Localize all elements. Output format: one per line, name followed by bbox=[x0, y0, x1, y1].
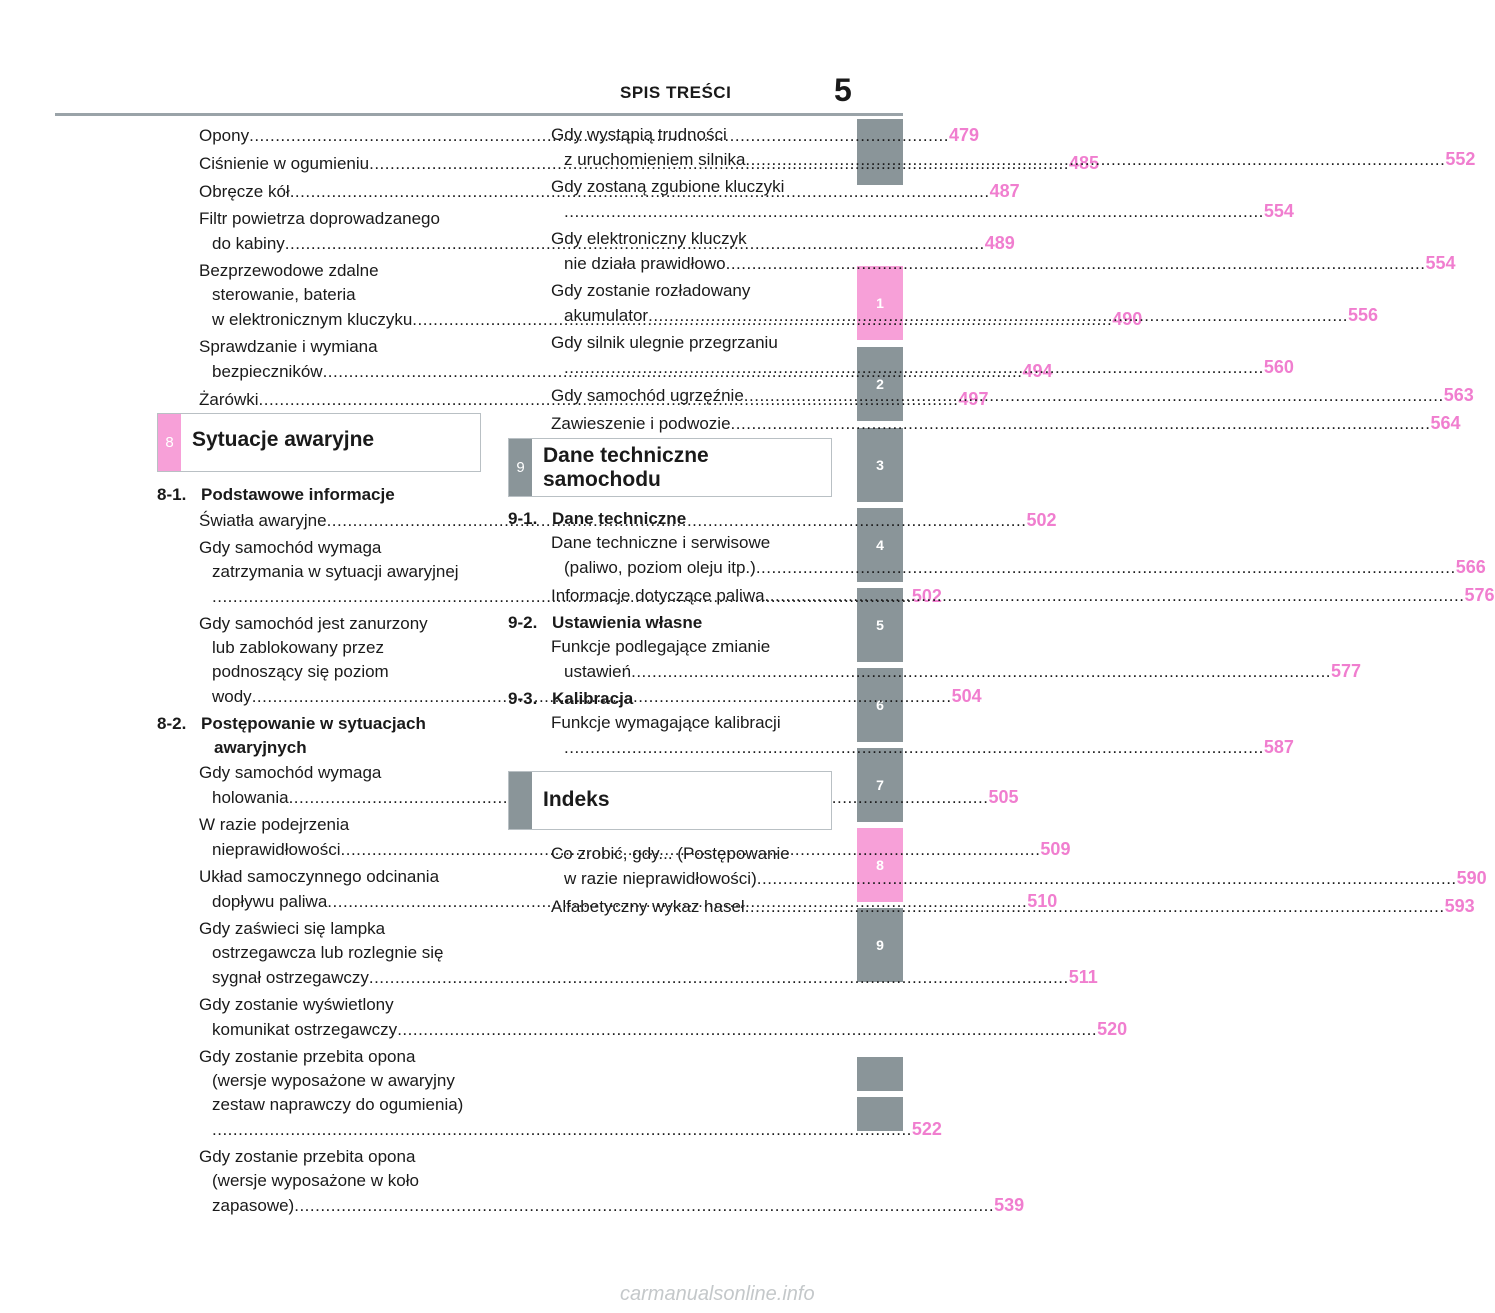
toc-entry-text: Dane techniczne i serwisowe bbox=[551, 533, 771, 552]
chapter-tab[interactable]: 3 bbox=[857, 428, 903, 502]
page-link[interactable]: 563 bbox=[1443, 385, 1474, 405]
chapter-tab[interactable]: 9 bbox=[857, 908, 903, 982]
page-link[interactable]: 504 bbox=[951, 686, 982, 706]
toc-entry-text: Gdy zostanie rozładowany bbox=[551, 281, 751, 300]
toc-entry-text: komunikat ostrzegawczy bbox=[212, 1020, 398, 1039]
page-link[interactable]: 502 bbox=[1026, 510, 1057, 530]
page-link[interactable]: 489 bbox=[984, 233, 1015, 253]
page-link[interactable]: 560 bbox=[1263, 357, 1294, 377]
toc-entry-text: nieprawidłowości bbox=[212, 840, 341, 859]
page-link[interactable]: 554 bbox=[1425, 253, 1456, 273]
toc-entry-text: do kabiny bbox=[212, 234, 285, 253]
toc-entry-text: Gdy elektroniczny kluczyk bbox=[551, 229, 747, 248]
toc-entry-text: Informacje dotyczące paliwa bbox=[551, 586, 765, 605]
dot-leader bbox=[648, 306, 1348, 325]
dot-leader bbox=[294, 1196, 994, 1215]
toc-entry-text: w elektronicznym kluczyku bbox=[212, 310, 413, 329]
page-link[interactable]: 487 bbox=[989, 181, 1020, 201]
dot-leader bbox=[397, 1020, 1097, 1039]
header-rule bbox=[55, 113, 903, 116]
toc-entry-text: Gdy zostaną zgubione kluczyki bbox=[551, 177, 785, 196]
toc-entry-text: zestaw naprawczy do ogumienia) bbox=[212, 1095, 464, 1114]
chapter-tab[interactable]: 1 bbox=[857, 266, 903, 340]
toc-entry-text: Układ samoczynnego odcinania bbox=[199, 867, 440, 886]
dot-leader bbox=[564, 202, 1264, 221]
toc-entry-text: akumulator bbox=[564, 306, 649, 325]
page-link[interactable]: 587 bbox=[1263, 737, 1294, 757]
dot-leader bbox=[726, 254, 1426, 273]
chapter-tab[interactable]: 8 bbox=[857, 828, 903, 902]
page-link[interactable]: 554 bbox=[1263, 201, 1294, 221]
toc-entry-text: Żarówki bbox=[199, 390, 259, 409]
page-link[interactable]: 593 bbox=[1444, 896, 1475, 916]
page-link[interactable]: 539 bbox=[994, 1195, 1025, 1215]
chapter-tab[interactable]: 5 bbox=[857, 588, 903, 662]
page-link[interactable]: 485 bbox=[1069, 153, 1100, 173]
toc-entry-text: Zawieszenie i podwozie bbox=[551, 414, 731, 433]
toc-entry-text: lub zablokowany przez bbox=[212, 638, 384, 657]
toc-entry-text: Co zrobić, gdy... (Postępowanie bbox=[551, 844, 790, 863]
toc-entry-text: sygnał ostrzegawczy bbox=[212, 968, 369, 987]
toc-entry-text: (paliwo, poziom oleju itp.) bbox=[564, 558, 756, 577]
dot-leader bbox=[369, 968, 1069, 987]
section-number: 8-1. bbox=[157, 485, 187, 504]
chapter-number: 8 bbox=[158, 414, 181, 471]
watermark: carmanualsonline.info bbox=[620, 1283, 815, 1305]
section-9-3 bbox=[508, 687, 830, 711]
page-number: 5 bbox=[834, 72, 852, 108]
dot-leader bbox=[731, 414, 1431, 433]
section-8-1 bbox=[157, 483, 477, 507]
page-link[interactable]: 494 bbox=[1022, 361, 1053, 381]
page-link[interactable]: 556 bbox=[1348, 305, 1379, 325]
dot-leader bbox=[745, 897, 1445, 916]
toc-entry[interactable] bbox=[551, 711, 1294, 760]
toc-entry[interactable] bbox=[199, 917, 1098, 990]
page-link[interactable]: 490 bbox=[1112, 309, 1143, 329]
chapter-tab[interactable]: 2 bbox=[857, 347, 903, 421]
toc-entry-text: Gdy samochód wymaga bbox=[199, 763, 382, 782]
chapter-title: Sytuacje awaryjne bbox=[192, 428, 375, 451]
toc-entry-text: Alfabetyczny wykaz haseł bbox=[551, 897, 745, 916]
page-link[interactable]: 576 bbox=[1464, 585, 1495, 605]
page-link[interactable]: 520 bbox=[1097, 1019, 1128, 1039]
toc-entry[interactable] bbox=[199, 1145, 1025, 1218]
toc-entry[interactable] bbox=[199, 1045, 942, 1142]
toc-entry[interactable] bbox=[551, 531, 1486, 580]
toc-entry-text: Opony bbox=[199, 126, 250, 145]
chapter-tab[interactable]: 6 bbox=[857, 668, 903, 742]
page-link[interactable]: 577 bbox=[1331, 661, 1362, 681]
page-link[interactable]: 552 bbox=[1445, 149, 1476, 169]
dot-leader bbox=[631, 662, 1331, 681]
toc-entry-text: Funkcje podlegające zmianie bbox=[551, 637, 771, 656]
toc-entry-text: Filtr powietrza doprowadzanego bbox=[199, 209, 440, 228]
toc-entry-text: zapasowe) bbox=[212, 1196, 295, 1215]
section-8-2 bbox=[157, 712, 477, 760]
toc-entry-text: Gdy samochód jest zanurzony bbox=[199, 614, 428, 633]
chapter-9-heading[interactable] bbox=[508, 438, 832, 497]
toc-entry-text: zatrzymania w sytuacji awaryjnej bbox=[212, 562, 459, 581]
toc-entry-text: (wersje wyposażone w awaryjny bbox=[212, 1071, 455, 1090]
chapter-tab[interactable]: 7 bbox=[857, 748, 903, 822]
toc-entry-text: Gdy zostanie przebita opona bbox=[199, 1147, 416, 1166]
section-number: 9-1. bbox=[508, 509, 538, 528]
toc-entry-text: z uruchomieniem silnika bbox=[564, 150, 746, 169]
dot-leader bbox=[745, 150, 1445, 169]
dot-leader bbox=[756, 558, 1456, 577]
toc-entry-text: nie działa prawidłowo bbox=[564, 254, 726, 273]
toc-entry-text: podnoszący się poziom bbox=[212, 662, 389, 681]
dot-leader bbox=[744, 386, 1444, 405]
toc-entry-text: ustawień bbox=[564, 662, 632, 681]
page-link[interactable]: 511 bbox=[1068, 967, 1098, 987]
toc-entry-text: Gdy samochód ugrzęźnie bbox=[551, 386, 744, 405]
toc-entry[interactable] bbox=[551, 635, 1362, 684]
page-link[interactable]: 564 bbox=[1430, 413, 1461, 433]
index-title: Indeks bbox=[543, 788, 610, 811]
section-number: 8-2. bbox=[157, 714, 187, 733]
index-heading[interactable] bbox=[508, 771, 832, 830]
chapter-tab[interactable] bbox=[857, 1057, 903, 1091]
section-title: Podstawowe informacje bbox=[201, 485, 395, 504]
dot-leader bbox=[765, 586, 1465, 605]
dot-leader bbox=[212, 1120, 912, 1139]
toc-entry-text: w razie nieprawidłowości) bbox=[564, 869, 757, 888]
chapter-8-heading[interactable] bbox=[157, 413, 481, 472]
page-link[interactable]: 509 bbox=[1040, 839, 1071, 859]
section-title: Postępowanie w sytuacjach bbox=[201, 714, 426, 733]
page-link[interactable]: 502 bbox=[911, 586, 942, 606]
toc-entry-text: Światła awaryjne bbox=[199, 511, 327, 530]
dot-leader bbox=[564, 358, 1264, 377]
toc-entry-text: holowania bbox=[212, 788, 289, 807]
section-title-cont: awaryjnych bbox=[214, 738, 307, 757]
toc-entry-text: Gdy zostanie wyświetlony bbox=[199, 995, 394, 1014]
chapter-tab[interactable]: 4 bbox=[857, 508, 903, 582]
toc-entry-text: Gdy samochód wymaga bbox=[199, 538, 382, 557]
toc-entry-text: ostrzegawcza lub rozlegnie się bbox=[212, 943, 444, 962]
chapter-title: Dane techniczne bbox=[543, 444, 709, 467]
page-link[interactable]: 479 bbox=[949, 125, 980, 145]
dot-leader bbox=[564, 738, 1264, 757]
page-link[interactable]: 505 bbox=[988, 787, 1019, 807]
toc-entry-text: bezpieczników bbox=[212, 362, 323, 381]
section-title: Ustawienia własne bbox=[552, 613, 703, 632]
index-bar bbox=[509, 772, 532, 829]
toc-entry-text: Gdy zostanie przebita opona bbox=[199, 1047, 416, 1066]
toc-entry-text: Gdy zaświeci się lampka bbox=[199, 919, 386, 938]
toc-entry-text: Ciśnienie w ogumieniu bbox=[199, 154, 370, 173]
toc-entry-text: dopływu paliwa bbox=[212, 892, 328, 911]
toc-entry-text: wody bbox=[212, 687, 252, 706]
toc-entry-text: Bezprzewodowe zdalne bbox=[199, 261, 379, 280]
toc-entry[interactable] bbox=[199, 993, 1128, 1042]
page-link[interactable]: 510 bbox=[1027, 891, 1058, 911]
toc-entry-text: Obręcze kół bbox=[199, 182, 290, 201]
page-link[interactable]: 522 bbox=[911, 1119, 942, 1139]
toc-entry-text: Funkcje wymagające kalibracji bbox=[551, 713, 781, 732]
chapter-title-cont: samochodu bbox=[543, 468, 661, 491]
section-title: Kalibracja bbox=[552, 689, 634, 708]
section-9-1 bbox=[508, 507, 830, 531]
toc-entry-text: Sprawdzanie i wymiana bbox=[199, 337, 378, 356]
section-number: 9-2. bbox=[508, 613, 538, 632]
page-link[interactable]: 497 bbox=[958, 389, 989, 409]
page-link[interactable]: 566 bbox=[1455, 557, 1486, 577]
toc-entry-text: W razie podejrzenia bbox=[199, 815, 350, 834]
section-title: Dane techniczne bbox=[552, 509, 687, 528]
section-number: 9-3. bbox=[508, 689, 538, 708]
page-link[interactable]: 590 bbox=[1456, 868, 1487, 888]
dot-leader bbox=[757, 869, 1457, 888]
toc-entry-text: Gdy wystąpią trudności bbox=[551, 125, 727, 144]
toc-entry-text: Gdy silnik ulegnie przegrzaniu bbox=[551, 333, 778, 352]
toc-entry-text: (wersje wyposażone w koło bbox=[212, 1171, 419, 1190]
chapter-number: 9 bbox=[509, 439, 532, 496]
section-9-2 bbox=[508, 611, 830, 635]
toc-entry-text: sterowanie, bateria bbox=[212, 285, 356, 304]
section-title: SPIS TREŚCI bbox=[620, 83, 732, 102]
toc-entry[interactable] bbox=[551, 411, 1461, 436]
